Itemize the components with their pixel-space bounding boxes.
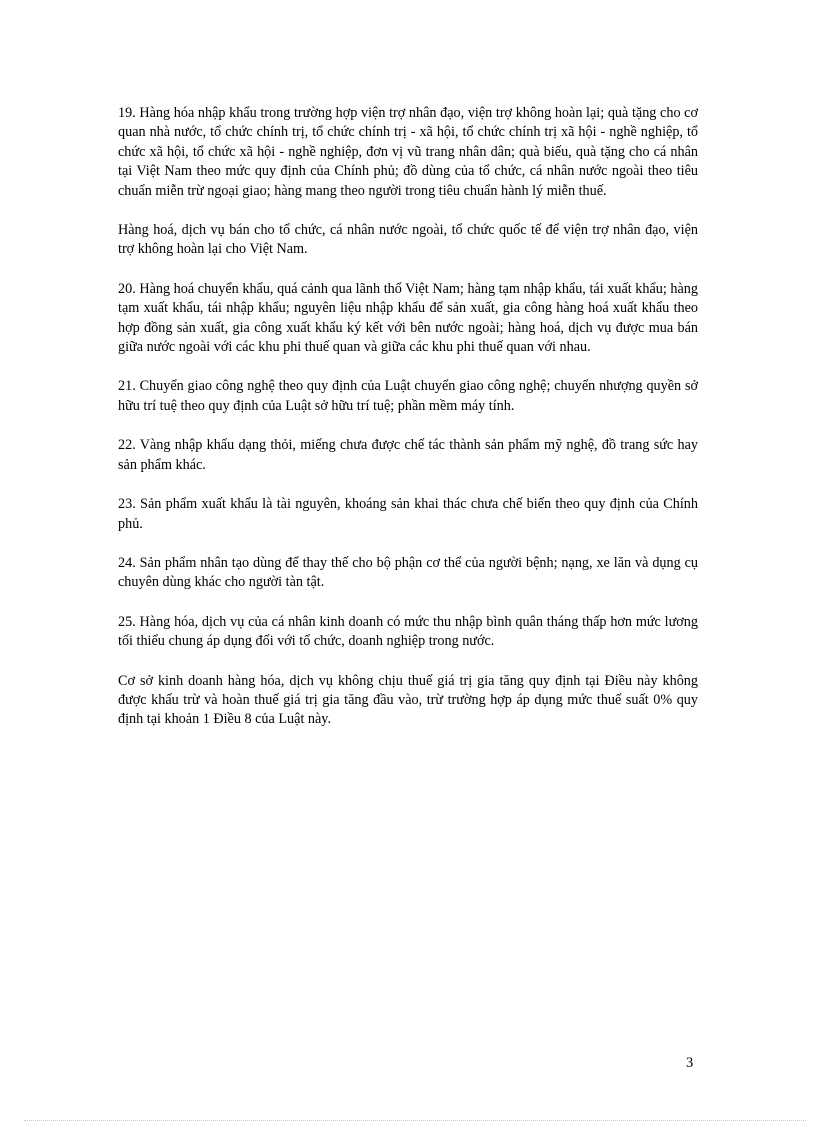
paragraph-item-23: 23. Sản phẩm xuất khẩu là tài nguyên, khoáng sản khai thác chưa chế biến theo quy định của Chính phủ. [118, 496, 698, 532]
paragraph-foreign-aid-goods: Hàng hoá, dịch vụ bán cho tổ chức, cá nhân nước ngoài, tổ chức quốc tế để viện trợ nhân đạo, viện trợ không hoàn lại cho Việt Nam. [118, 222, 698, 258]
page-bottom-divider [24, 1120, 806, 1121]
paragraph-item-21: 21. Chuyển giao công nghệ theo quy định của Luật chuyển giao công nghệ; chuyển nhượng quyền sở hữu trí tuệ theo quy định của Luật sở hữu trí tuệ; phần mềm máy tính. [118, 378, 698, 414]
document-body [118, 104, 698, 730]
paragraph-item-24: 24. Sản phẩm nhân tạo dùng để thay thế cho bộ phận cơ thể của người bệnh; nạng, xe lăn và dụng cụ chuyên dùng khác cho người tàn tật. [118, 554, 698, 591]
paragraph-item-20: 20. Hàng hoá chuyển khẩu, quá cảnh qua lãnh thổ Việt Nam; hàng tạm nhập khẩu, tái xuất khẩu; hàng tạm xuất khẩu, tái nhập khẩu; nguyên liệu nhập khẩu để sản xuất, gia công hàng hoá xuất khẩu theo hợp đồng sản xuất, gia công xuất khẩu ký kết với bên nước ngoài; hàng hoá, dịch vụ được mua bán giữa nước ngoài với các khu phi thuế quan và giữa các khu phi thuế quan với nhau. [118, 280, 698, 356]
paragraph-closing-provision: Cơ sở kinh doanh hàng hóa, dịch vụ không chịu thuế giá trị gia tăng quy định tại Điều này không được khấu trừ và hoàn thuế giá trị gia tăng đầu vào, trừ trường hợp áp dụng mức thuế suất 0% quy định tại khoản 1 Điều 8 của Luật này. [118, 672, 698, 728]
page-number: 3 [686, 1055, 694, 1071]
paragraph-item-19: 19. Hàng hóa nhập khẩu trong trường hợp viện trợ nhân đạo, viện trợ không hoàn lại; quà tặng cho cơ quan nhà nước, tổ chức chính trị, tổ chức chính trị - xã hội, tổ chức chính trị xã hội - nghề nghiệp, tổ chức xã hội, tổ chức xã hội - nghề nghiệp, đơn vị vũ trang nhân dân; quà biếu, quà tặng cho cá nhân tại Việt Nam theo mức quy định của Chính phủ; đồ dùng của tổ chức, cá nhân nước ngoài theo tiêu chuẩn miễn trừ ngoại giao; hàng mang theo người trong tiêu chuẩn hành lý miễn thuế. [118, 105, 698, 199]
paragraph-item-25: 25. Hàng hóa, dịch vụ của cá nhân kinh doanh có mức thu nhập bình quân tháng thấp hơn mức lương tối thiểu chung áp dụng đối với tổ chức, doanh nghiệp trong nước. [118, 613, 698, 650]
paragraph-item-22: 22. Vàng nhập khẩu dạng thỏi, miếng chưa được chế tác thành sản phẩm mỹ nghệ, đồ trang sức hay sản phẩm khác. [118, 437, 698, 473]
